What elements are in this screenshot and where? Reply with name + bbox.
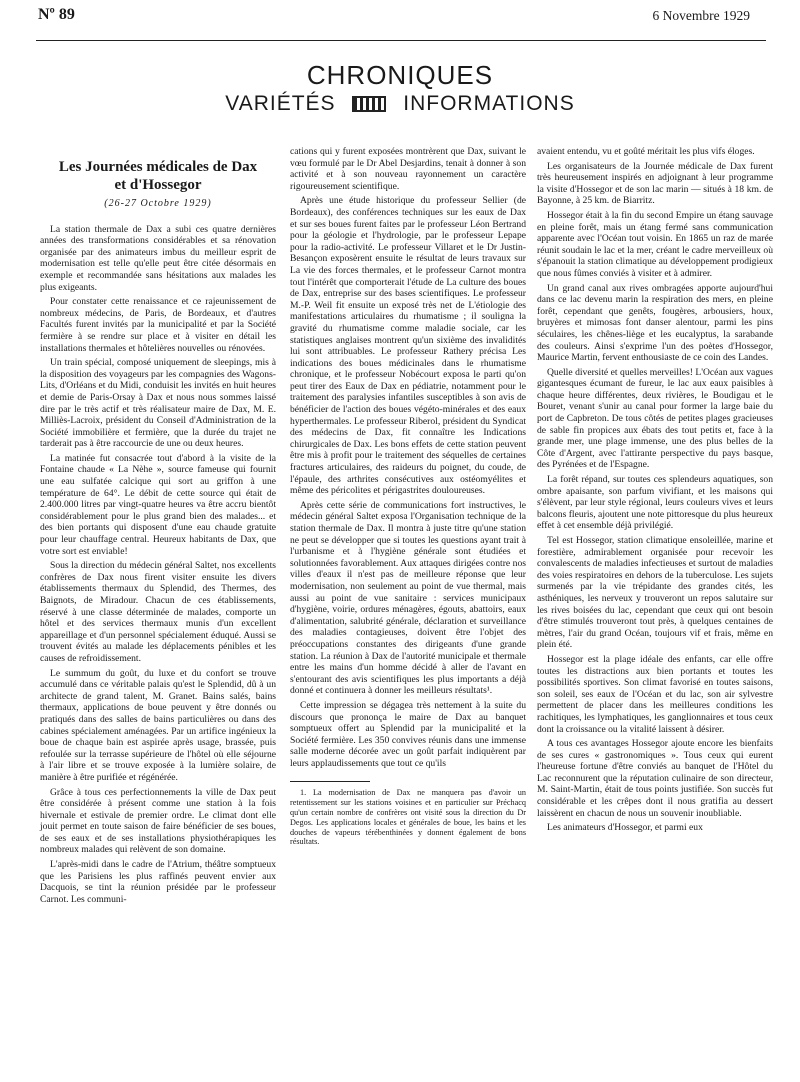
footnote-rule <box>290 781 370 782</box>
paragraph: Quelle diversité et quelles merveilles! L'Océan aux vagues gigantesques écumant de fureur, le lac aux eaux paisibles à chaque heure différentes, deux rivières, le Boudigau et le Bouret, venant s'unir au canal pour former la large baie du port de Capbreton. De tous côtés de petites plages gracieuses de sable fin propices aux ébats des tout petits et, face à la grande mer, une plage immense, une des plus belles de la Côte d'Argent, avec l'attirante perspective du pays basque, des Pyrénées et de l'Espagne. <box>537 366 773 471</box>
paragraph: Les organisateurs de la Journée médicale de Dax furent très heureusement inspirés en adjoignant à leur programme la visite d'Hossegor et de son lac marin — situés à 18 km. de Bayonne, à 25 km. de Biarritz. <box>537 160 773 207</box>
masthead-subtitle <box>0 92 800 116</box>
paragraph: Les animateurs d'Hossegor, et parmi eux <box>547 822 703 834</box>
footnote: 1. La modernisation de Dax ne manquera pas d'avoir un retentissement sur les stations voisines et en particulier sur Préchacq qu'un certain nombre de confrères ont visité sous la direction du Dr Degos. Les applications locales et générales de boue, les bains et les douches de vapeurs térébenthinées y donnent également de bons résultats. <box>290 788 526 847</box>
header-rule <box>36 40 766 41</box>
masthead-ornament-icon <box>352 96 386 112</box>
paragraph: Un train spécial, composé uniquement de sleepings, mis à la disposition des voyageurs par les compagnies des Wagons-Lits, d'Orléans et du Midi, conduisit les invités en huit heures et demie de Paris-Orsay à Dax et nous nous sommes laissé dire par le très actif et très réalisateur maire de Dax, M. E. Milliès-Lacroix, président du Conseil d'Administration de la Société immobilière et fermière, que la durée du trajet ne tarderait pas à être raccourcie de une ou deux heures. <box>40 357 276 450</box>
article-title-line1: Les Journées médicales de Dax <box>58 159 258 175</box>
masthead-varietes: VARIÉTÉS <box>225 92 336 115</box>
paragraph: Sous la direction du médecin général Saltet, nos excellents confrères de Dax nous firent visiter ensuite les divers établissements thermaux du Splendid, des Thermes, des Baignots, de Miradour. Chacun de ces établissements, réservé à une classe déterminée de malades, comporte un hôtel et des services thermaux munis d'un excellent appareillage et d'un personnel spécialement éduqué. Aussi se trouvent évités au malade les déplacements pénibles et les causes de refroidissement. <box>40 560 276 664</box>
issue-date: 6 Novembre 1929 <box>652 8 750 23</box>
paragraph: Après cette série de communications fort instructives, le médecin général Saltet exposa l'Organisation technique de la station thermale de Dax. Il montra à juste titre qu'une station ne peut se développer que si toutes les questions ayant trait à l'urbanisme et à l'hygiène générale sont étudiées et solutionnées favorablement. Aux attaques dirigées contre nos villes d'eaux il n'est pas de meilleure réponse que leur modernisation, non seulement au point de vue thermal, mais aussi au point de vue sanitaire : services municipaux d'hygiène, voirie, ordures ménagères, égouts, abattoirs, eaux d'alimentation, salubrité générale, déclaration et surveillance des maladies contagieuses, doivent être l'objet des préoccupations constantes des dirigeants d'une grande station. La réunion à Dax de l'autorité municipale et thermale entre les mains d'un homme décidé à aller de l'avant en s'entourant des avis scientifiques les plus importants a déjà donné et continuera à donner les meilleurs résultats¹. <box>290 499 526 697</box>
paragraph: Le summum du goût, du luxe et du confort se trouve accumulé dans ce véritable palais qu'est le Splendid, dû à un architecte de grand talent, M. Granet. Bains salés, bains thermaux, applications de boue peuvent y être donnés ou pratiqués dans des salles de bains particulières ou dans des cabines spécialement aménagées. Par un artifice ingénieux la boue de chaque bain est aspirée après usage, brassée, puis refoulée sur la terrasse supérieure de l'hôtel où elle séjourne à l'air libre et se trouve exposée à la lumière solaire, de manière à être purifiée et régénérée. <box>40 667 276 783</box>
paragraph: Un grand canal aux rives ombragées apporte aujourd'hui dans ce lac devenu marin la respiration des mers, en pleine forêt, cependant que genêts, fougères, arbousiers, houx, bruyères et mimosas font danser alentour, parmi les pins séculaires, les chênes-liège et les eucalyptus, la sarabande des couleurs. Ainsi s'exprime l'un des poètes d'Hossegor, Maurice Martin, fervent enthousiaste de ce coin des Landes. <box>537 282 773 364</box>
article-title <box>40 158 276 194</box>
paragraph: cations qui y furent exposées montrèrent que Dax, suivant le vœu formulé par le Dr Abel Desjardins, tenait à donner à son activité et à son nouveau rayonnement un caractère rigoureusement scientifique. <box>290 146 526 192</box>
issue-number: Nº 89 <box>38 6 75 23</box>
paragraph: Après une étude historique du professeur Sellier (de Bordeaux), des conférences techniques sur les eaux de Dax et sur ses boues furent faites par le professeur Léon Bertrand pour la géologie et l'hydrologie, par le professeur Lepape pour la radio-activité. Le professeur Villaret et le Dr Justin-Besançon exposèrent ensuite le résultat de leurs travaux sur La vie des forces thermales, et le professeur Carnot montra tout l'intérêt que comporterait l'étude de La culture des boues de Dax, entreprise sur des bases scientifiques. Le professeur M.-P. Weil fit ensuite un exposé très net de L'étiologie des manifestations articulaires du rhumatisme ; il souligna la gravité du rhumatisme comme maladie sociale, car les statistiques anglaises montrent qu'un sixième des invalidités lui sont attribuables. Le professeur Rathery précisa Les indications des boues médicinales dans le rhumatisme chronique, et le professeur Nobécourt exposa le parti qu'on peut tirer des Eaux de Dax en pédiatrie, notamment pour le traitement des paralysies infantiles susceptibles à son avis de bénéficier de l'action des boues végéto-minérales et des eaux hyperthermales. Le professeur Riberol, président du Syndicat des médecins de Dax, fit connaître les Indications chirurgicales de Dax. Les bons effets de cette station peuvent être mis à profit pour le traitement des séquelles de certaines fractures articulaires, des raideurs du poignet, du coude, de l'épaule, des arthrites consécutives aux ostéomyélites et même des péricolites et périgastrites douloureuses. <box>290 195 526 497</box>
paragraph: A tous ces avantages Hossegor ajoute encore les bienfaits de ses cures « gastronomiques ». Tous ceux qui eurent l'heureuse fortune d'être conviés au banquet de l'Hôtel du Lac reconnurent que la réputation culinaire de son directeur, M. Saint-Martin, était de tous points justifiée. Son succès fut considérable et les crêpes dont il nous gratifia au dessert laissèrent en chacun de nous un souvenir inoubliable. <box>537 738 773 819</box>
masthead-informations: INFORMATIONS <box>403 92 575 115</box>
paragraph: Hossegor était à la fin du second Empire un étang sauvage en pleine forêt, mais un étang fermé sans communication apparente avec l'Océan tout voisin. En 1865 un raz de marée réunit soudain le lac et la mer, créant le cadre merveilleux où s'épanouit la station climatique au développement prodigieux que nous fûmes conviés à visiter et à admirer. <box>537 209 773 279</box>
column-3 <box>537 146 773 837</box>
article-dates: (26-27 Octobre 1929) <box>104 198 212 209</box>
paragraph: Cette impression se dégagea très nettement à la suite du discours que prononça le maire de Dax au banquet somptueux offert au Splendid par la municipalité et la Société fermière. Les 350 convives réunis dans une immense salle moderne décorée avec un goût parfait indiquèrent par leurs applaudissements que tout ce qu'ils <box>290 699 526 769</box>
paragraph: La station thermale de Dax a subi ces quatre dernières années des transformations considérables et sa rénovation organisée par des animateurs imbus du meilleur esprit de modernisation est telle qu'elle peut être citée désormais en exemple et recommandée sans hésitations aux malades les plus exigeants. <box>40 223 276 293</box>
paragraph: Grâce à tous ces perfectionnements la ville de Dax peut être considérée à présent comme une station à la fois hivernale et estivale de premier ordre. Le climat dont elle jouit permet en toute saison de faire bénéficier de ses boues, de ses eaux et de ses installations physiothérapiques les nombreux malades qui relèvent de son domaine. <box>40 786 276 856</box>
paragraph: Hossegor est la plage idéale des enfants, car elle offre toutes les distractions aux bien portants et toutes les possibilités sportives. Son climat favorisé en toutes saisons, son soleil, ses eaux de l'Océan et du lac, son air sylvestre permettent de placer dans les meilleures conditions les rachitiques, les lymphatiques, les ganglionnaires et tous ceux dont la croissance ou la vitalité laissent à désirer. <box>537 653 773 735</box>
column-1 <box>40 150 276 908</box>
column-2 <box>290 146 526 847</box>
paragraph: La forêt répand, sur toutes ces splendeurs aquatiques, son ombre apaisante, son parfum vivifiant, et les maisons qui s'élèvent, par leur style régional, leurs couleurs vives et leurs balcons fleuris, ajoutent une note pittoresque du plus heureux effet à cet ensemble déjà privilégié. <box>537 474 773 532</box>
paragraph: avaient entendu, vu et goûté méritait les plus vifs éloges. <box>537 146 755 157</box>
masthead-title: CHRONIQUES <box>306 60 494 90</box>
article-title-line2: et d'Hossegor <box>114 177 202 193</box>
paragraph: Pour constater cette renaissance et ce rajeunissement de nombreux médecins, de Paris, de Bordeaux, et d'autres Facultés furent invités par la municipalité et par la Société fermière à se rendre sur place et à visiter en détail les installations thermales et hôtelières nouvelles ou rénovées. <box>40 296 276 354</box>
paragraph: La matinée fut consacrée tout d'abord à la visite de la Fontaine chaude « La Nèhe », source fameuse qui fournit une eau sulfatée calcique qui sort au griffon à une température de 64°. Le débit de cette source qui était de 2.400.000 litres par vingt-quatre heures va être accru bientôt considérablement pour le plus grand bien des malades... et des bien portants qui disposent d'une eau chaude gratuite pour leur chauffage central. Heureux habitants de Dax, que votre sort est enviable! <box>40 452 276 557</box>
paragraph: L'après-midi dans le cadre de l'Atrium, théâtre somptueux que les Parisiens les plus raffinés peuvent envier aux Dacquois, se tint la réunion présidée par le professeur Carnot. Les communi- <box>40 859 276 905</box>
paragraph: Tel est Hossegor, station climatique ensoleillée, marine et forestière, admirablement organisée pour recevoir les convalescents de maladies infectieuses et surtout de maladies des voies respiratoires en dehors de la tuberculose. Les sujets surmenés par la vie trépidante des grandes cités, les asthéniques, les nerveux y trouveront un repos salutaire sur les rives boisées du lac, cependant que ceux qui ont besoin d'être stimulés trouveront tout près, à quelques centaines de mètres, l'air du grand Océan, toujours vif et frais, même en plein été. <box>537 535 773 651</box>
